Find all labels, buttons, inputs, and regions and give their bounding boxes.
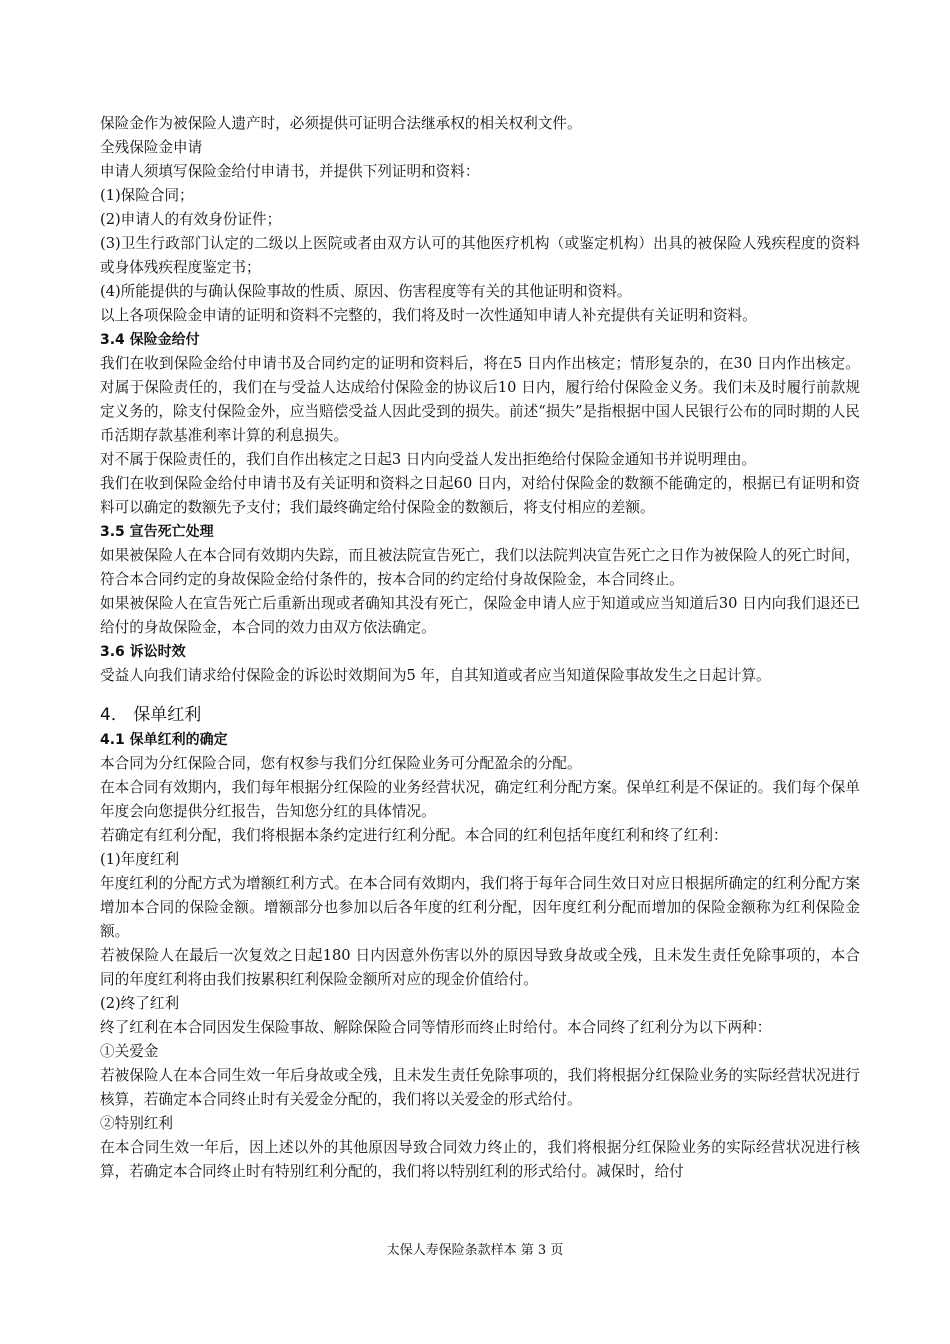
section-heading: 3.5 宣告死亡处理	[100, 524, 214, 540]
section-heading: 4.1 保单红利的确定	[100, 732, 228, 748]
page-content	[100, 112, 860, 1184]
paragraph: 若被保险人在本合同生效一年后身故或全残，且未发生责任免除事项的，我们将根据分红保险业务的实际经营状况进行核算，若确定本合同终止时有关爱金分配的，我们将以关爱金的形式给付。	[100, 1067, 860, 1108]
list-item: (3)卫生行政部门认定的二级以上医院或者由双方认可的其他医疗机构（或鉴定机构）出具的被保险人残疾程度的资料或身体残疾程度鉴定书；	[100, 235, 860, 276]
list-item: (1)年度红利	[100, 851, 180, 868]
paragraph: 我们在收到保险金给付申请书及合同约定的证明和资料后，将在5 日内作出核定；情形复杂的，在30 日内作出核定。对属于保险责任的，我们在与受益人达成给付保险金的协议后10 日内，履行给付保险金义务。我们未及时履行前款规定义务的，除支付保险金外，应当赔偿受益人因此受到的损失。前述“损失”是指根据中国人民银行公布的同时期的人民币活期存款基准利率计算的利息损失。	[100, 355, 860, 444]
chapter-heading: 4． 保单红利	[100, 705, 202, 725]
list-item: ②特别红利	[100, 1115, 173, 1132]
paragraph: 在本合同有效期内，我们每年根据分红保险的业务经营状况，确定红利分配方案。保单红利是不保证的。我们每个保单年度会向您提供分红报告，告知您分红的具体情况。	[100, 779, 860, 820]
paragraph: 如果被保险人在本合同有效期内失踪，而且被法院宣告死亡，我们以法院判决宣告死亡之日作为被保险人的死亡时间，符合本合同约定的身故保险金给付条件的，按本合同的约定给付身故保险金，本合同终止。	[100, 547, 860, 588]
paragraph: 对不属于保险责任的，我们自作出核定之日起3 日内向受益人发出拒绝给付保险金通知书并说明理由。	[100, 451, 757, 468]
paragraph: 若被保险人在最后一次复效之日起180 日内因意外伤害以外的原因导致身故或全残，且未发生责任免除事项的，本合同的年度红利将由我们按累积红利保险金额所对应的现金价值给付。	[100, 947, 860, 988]
section-heading: 3.6 诉讼时效	[100, 644, 186, 660]
section-heading: 3.4 保险金给付	[100, 332, 200, 348]
paragraph: 全残保险金申请	[100, 139, 203, 156]
paragraph: 申请人须填写保险金给付申请书，并提供下列证明和资料：	[100, 163, 480, 180]
paragraph: 我们在收到保险金给付申请书及有关证明和资料之日起60 日内，对给付保险金的数额不能确定的，根据已有证明和资料可以确定的数额先予支付；我们最终确定给付保险金的数额后，将支付相应的差额。	[100, 475, 860, 516]
paragraph: 如果被保险人在宣告死亡后重新出现或者确知其没有死亡，保险金申请人应于知道或应当知道后30 日内向我们退还已给付的身故保险金，本合同的效力由双方依法确定。	[100, 595, 860, 636]
paragraph: 年度红利的分配方式为增额红利方式。在本合同有效期内，我们将于每年合同生效日对应日根据所确定的红利分配方案增加本合同的保险金额。增额部分也参加以后各年度的红利分配，因年度红利分配而增加的保险金额称为红利保险金额。	[100, 875, 860, 940]
page-footer: 太保人寿保险条款样本 第 3 页	[386, 1243, 564, 1258]
paragraph: 以上各项保险金申请的证明和资料不完整的，我们将及时一次性通知申请人补充提供有关证明和资料。	[100, 307, 757, 324]
list-item: (4)所能提供的与确认保险事故的性质、原因、伤害程度等有关的其他证明和资料。	[100, 283, 632, 300]
paragraph: 受益人向我们请求给付保险金的诉讼时效期间为5 年，自其知道或者应当知道保险事故发生之日起计算。	[100, 667, 771, 684]
list-item: (1)保险合同；	[100, 187, 194, 204]
list-item: (2)终了红利	[100, 995, 180, 1012]
paragraph: 终了红利在本合同因发生保险事故、解除保险合同等情形而终止时给付。本合同终了红利分为以下两种：	[100, 1019, 772, 1036]
paragraph: 若确定有红利分配，我们将根据本条约定进行红利分配。本合同的红利包括年度红利和终了红利：	[100, 827, 728, 844]
list-item: (2)申请人的有效身份证件；	[100, 211, 282, 228]
paragraph: 保险金作为被保险人遗产时，必须提供可证明合法继承权的相关权利文件。	[100, 115, 582, 132]
paragraph: 在本合同生效一年后，因上述以外的其他原因导致合同效力终止的，我们将根据分红保险业务的实际经营状况进行核算，若确定本合同终止时有特别红利分配的，我们将以特别红利的形式给付。减保时，给付	[100, 1139, 860, 1180]
paragraph: 本合同为分红保险合同，您有权参与我们分红保险业务可分配盈余的分配。	[100, 755, 582, 772]
list-item: ①关爱金	[100, 1043, 159, 1060]
